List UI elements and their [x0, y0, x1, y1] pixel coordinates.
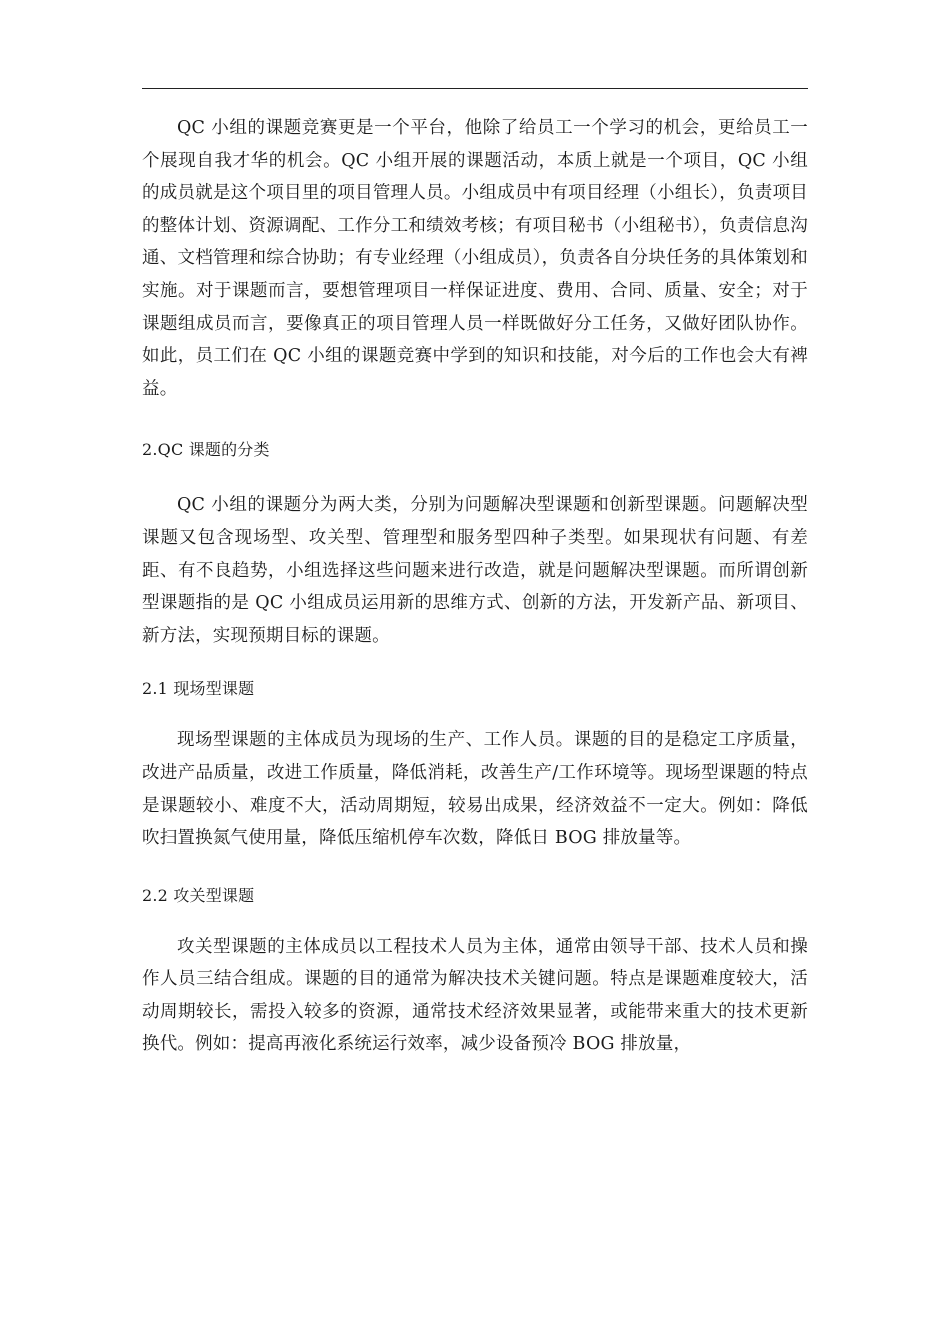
document-body: [142, 112, 808, 1061]
paragraph-qc-categories: QC 小组的课题分为两大类，分别为问题解决型课题和创新型课题。问题解决型课题又包含现场型、攻关型、管理型和服务型四种子类型。如果现状有问题、有差距、有不良趋势，小组选择这些问题来进行改造，就是问题解决型课题。而所谓创新型课题指的是 QC 小组成员运用新的思维方式、创新的方法，开发新产品、新项目、新方法，实现预期目标的课题。: [142, 495, 808, 646]
section-heading-qc-classification: 2.QC 课题的分类: [142, 440, 270, 460]
header-rule: [142, 88, 808, 89]
paragraph-tackling-topics: 攻关型课题的主体成员以工程技术人员为主体，通常由领导干部、技术人员和操作人员三结合组成。课题的目的通常为解决技术关键问题。特点是课题难度较大，活动周期较长，需投入较多的资源，通常技术经济效果显著，或能带来重大的技术更新换代。例如：提高再液化系统运行效率，减少设备预冷 BOG 排放量，: [142, 936, 808, 1055]
subsection-heading-onsite: 2.1 现场型课题: [142, 679, 255, 699]
paragraph-qc-competition: QC 小组的课题竞赛更是一个平台，他除了给员工一个学习的机会，更给员工一个展现自我才华的机会。QC 小组开展的课题活动，本质上就是一个项目，QC 小组的成员就是这个项目里的项目管理人员。小组成员中有项目经理（小组长），负责项目的整体计划、资源调配、工作分工和绩效考核；有项目秘书（小组秘书），负责信息沟通、文档管理和综合协助；有专业经理（小组成员），负责各自分块任务的具体策划和实施。对于课题而言，要想管理项目一样保证进度、费用、合同、质量、安全；对于课题组成员而言，要像真正的项目管理人员一样既做好分工任务，又做好团队协作。如此，员工们在 QC 小组的课题竞赛中学到的知识和技能，对今后的工作也会大有裨益。: [142, 118, 808, 399]
paragraph-onsite-topics: 现场型课题的主体成员为现场的生产、工作人员。课题的目的是稳定工序质量，改进产品质量，改进工作质量，降低消耗，改善生产/工作环境等。现场型课题的特点是课题较小、难度不大，活动周期短，较易出成果，经济效益不一定大。例如：降低吹扫置换氮气使用量，降低压缩机停车次数，降低日 BOG 排放量等。: [142, 730, 808, 849]
subsection-heading-tackling: 2.2 攻关型课题: [142, 885, 255, 905]
